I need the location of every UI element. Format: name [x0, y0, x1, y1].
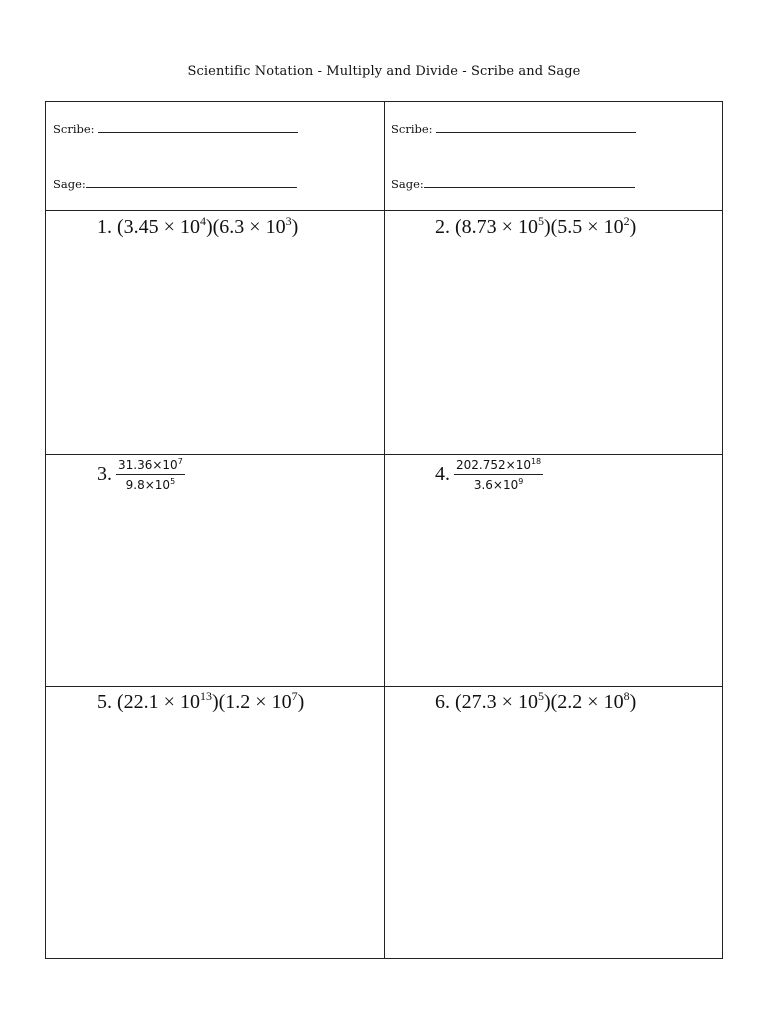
base: 10 [179, 216, 200, 238]
column-divider [384, 102, 385, 958]
row-divider [46, 686, 722, 687]
sage-input-line[interactable] [424, 176, 635, 188]
coefficient: 3.45 [123, 216, 159, 238]
base: 10 [603, 216, 624, 238]
base: 10 [517, 216, 538, 238]
coefficient: 2.2 [557, 691, 583, 713]
scribe-field-left[interactable] [53, 121, 298, 136]
problem-number: 2. [435, 216, 450, 238]
problem-3 [97, 457, 185, 492]
exponent: 7 [291, 689, 298, 703]
scribe-input-line[interactable] [436, 121, 636, 133]
sage-field-left[interactable] [53, 176, 297, 191]
exponent: 4 [199, 214, 206, 228]
coefficient: 22.1 [123, 691, 159, 713]
exponent: 8 [623, 689, 630, 703]
sage-field-right[interactable] [391, 176, 635, 191]
row-divider [46, 454, 722, 455]
base: 10 [517, 691, 538, 713]
problem-5: 5. $(22.1 \times 10^{13})(1.2 \times 10^7)$ [97, 689, 305, 713]
coefficient: 1.2 [225, 691, 251, 713]
scribe-input-line[interactable] [98, 121, 298, 133]
base: 10 [603, 691, 624, 713]
times-symbol: × [501, 216, 513, 238]
base: 10 [265, 216, 286, 238]
fraction [454, 457, 543, 492]
times-symbol: × [163, 691, 175, 713]
problem-2: 2. $(8.73 \times 10^5)(5.5 \times 10^2)$ [435, 214, 637, 238]
problem-number: 4. [435, 463, 450, 485]
problem-number: 1. [97, 216, 112, 238]
numerator: $202.752\times 10^{18}$ [454, 457, 543, 475]
times-symbol: × [163, 216, 175, 238]
times-symbol: × [587, 216, 599, 238]
coefficient: 8.73 [461, 216, 497, 238]
coefficient: 6.3 [219, 216, 245, 238]
row-divider [46, 210, 722, 211]
coefficient: 27.3 [461, 691, 497, 713]
times-symbol: × [501, 691, 513, 713]
denominator: $3.6\times 10^9$ [473, 477, 524, 492]
problem-number: 6. [435, 691, 450, 713]
page-title: Scientific Notation - Multiply and Divide - Scribe and Sage [187, 64, 581, 79]
problem-number: 5. [97, 691, 112, 713]
problem-number: 3. [97, 463, 112, 485]
scribe-label: Scribe: [391, 122, 433, 136]
exponent: 13 [199, 689, 212, 703]
numerator: $31.36\times 10^7$ [116, 457, 185, 475]
times-symbol: × [249, 216, 261, 238]
problem-6: 6. $(27.3 \times 10^5)(2.2 \times 10^8)$ [435, 689, 637, 713]
exponent: 2 [623, 214, 630, 228]
scribe-field-right[interactable] [391, 121, 636, 136]
denominator: $9.8\times 10^5$ [125, 477, 176, 492]
scribe-label: Scribe: [53, 122, 95, 136]
problem-1: 1. $(3.45 \times 10^4)(6.3 \times 10^3)$ [97, 214, 299, 238]
exponent: 5 [537, 689, 544, 703]
exponent: 5 [537, 214, 544, 228]
fraction [116, 457, 185, 492]
worksheet-grid [45, 101, 723, 959]
base: 10 [271, 691, 292, 713]
sage-label: Sage: [391, 177, 424, 191]
problem-4 [435, 457, 543, 492]
times-symbol: × [255, 691, 267, 713]
base: 10 [179, 691, 200, 713]
coefficient: 5.5 [557, 216, 583, 238]
sage-input-line[interactable] [86, 176, 297, 188]
sage-label: Sage: [53, 177, 86, 191]
exponent: 3 [285, 214, 292, 228]
times-symbol: × [587, 691, 599, 713]
